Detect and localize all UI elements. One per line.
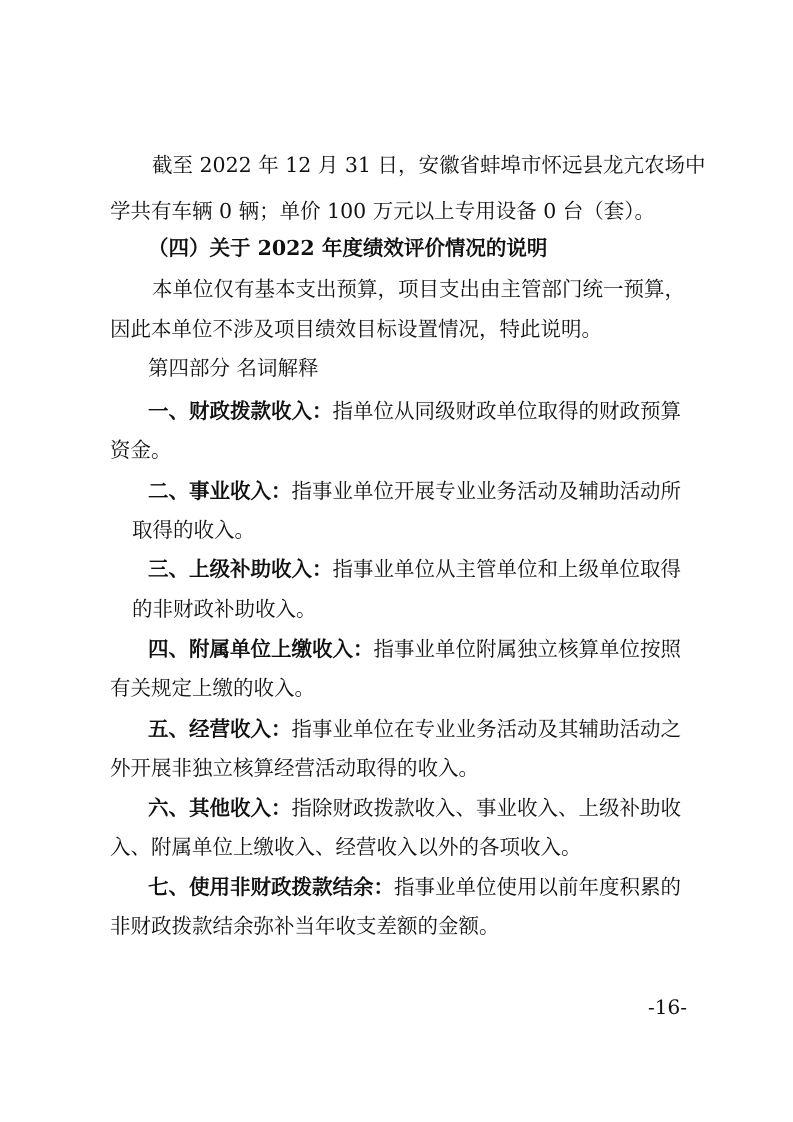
term-definition: 指单位从同级财政单位取得的财政预算 [332, 399, 681, 423]
section-heading: （四）关于 2022 年度绩效评价情况的说明 [148, 236, 548, 260]
term-label: 三、上级补助收入： [148, 557, 333, 581]
term-label: 五、经营收入： [148, 717, 292, 741]
term-label: 二、事业收入： [148, 479, 292, 503]
term-definition: 指事业单位从主管单位和上级单位取得 [332, 557, 681, 581]
term-definition-cont: 取得的收入。 [132, 518, 255, 542]
term-definition: 指除财政拨款收入、事业收入、上级补助收 [291, 796, 681, 820]
text-line: 截至 2022 年 12 月 31 日，安徽省蚌埠市怀远县龙亢农场中 [152, 153, 706, 177]
term-definition-cont: 非财政拨款结余弥补当年收支差额的金额。 [110, 914, 500, 938]
term-definition-cont: 有关规定上缴的收入。 [110, 676, 315, 700]
term-definition: 指事业单位在专业业务活动及其辅助活动之 [291, 717, 681, 741]
text-line: 学共有车辆 0 辆；单价 100 万元以上专用设备 0 台（套）。 [110, 199, 656, 223]
page-number: -16- [648, 995, 687, 1019]
term-label: 四、附属单位上缴收入： [148, 637, 374, 661]
term-definition-cont: 入、附属单位上缴收入、经营收入以外的各项收入。 [110, 835, 582, 859]
part-title: 第四部分 名词解释 [148, 356, 319, 380]
text-line: 本单位仅有基本支出预算，项目支出由主管部门统一预算， [152, 277, 685, 301]
term-definition: 指事业单位使用以前年度积累的 [394, 875, 681, 899]
term-label: 七、使用非财政拨款结余： [148, 875, 394, 899]
term-definition-cont: 资金。 [110, 438, 172, 462]
term-definition-cont: 的非财政补助收入。 [132, 597, 317, 621]
term-label: 六、其他收入： [148, 796, 292, 820]
text-line: 因此本单位不涉及项目绩效目标设置情况，特此说明。 [110, 317, 602, 341]
term-definition-cont: 外开展非独立核算经营活动取得的收入。 [110, 756, 479, 780]
term-label: 一、财政拨款收入： [148, 399, 333, 423]
term-definition: 指事业单位附属独立核算单位按照 [373, 637, 681, 661]
term-definition: 指事业单位开展专业业务活动及辅助活动所 [291, 479, 681, 503]
